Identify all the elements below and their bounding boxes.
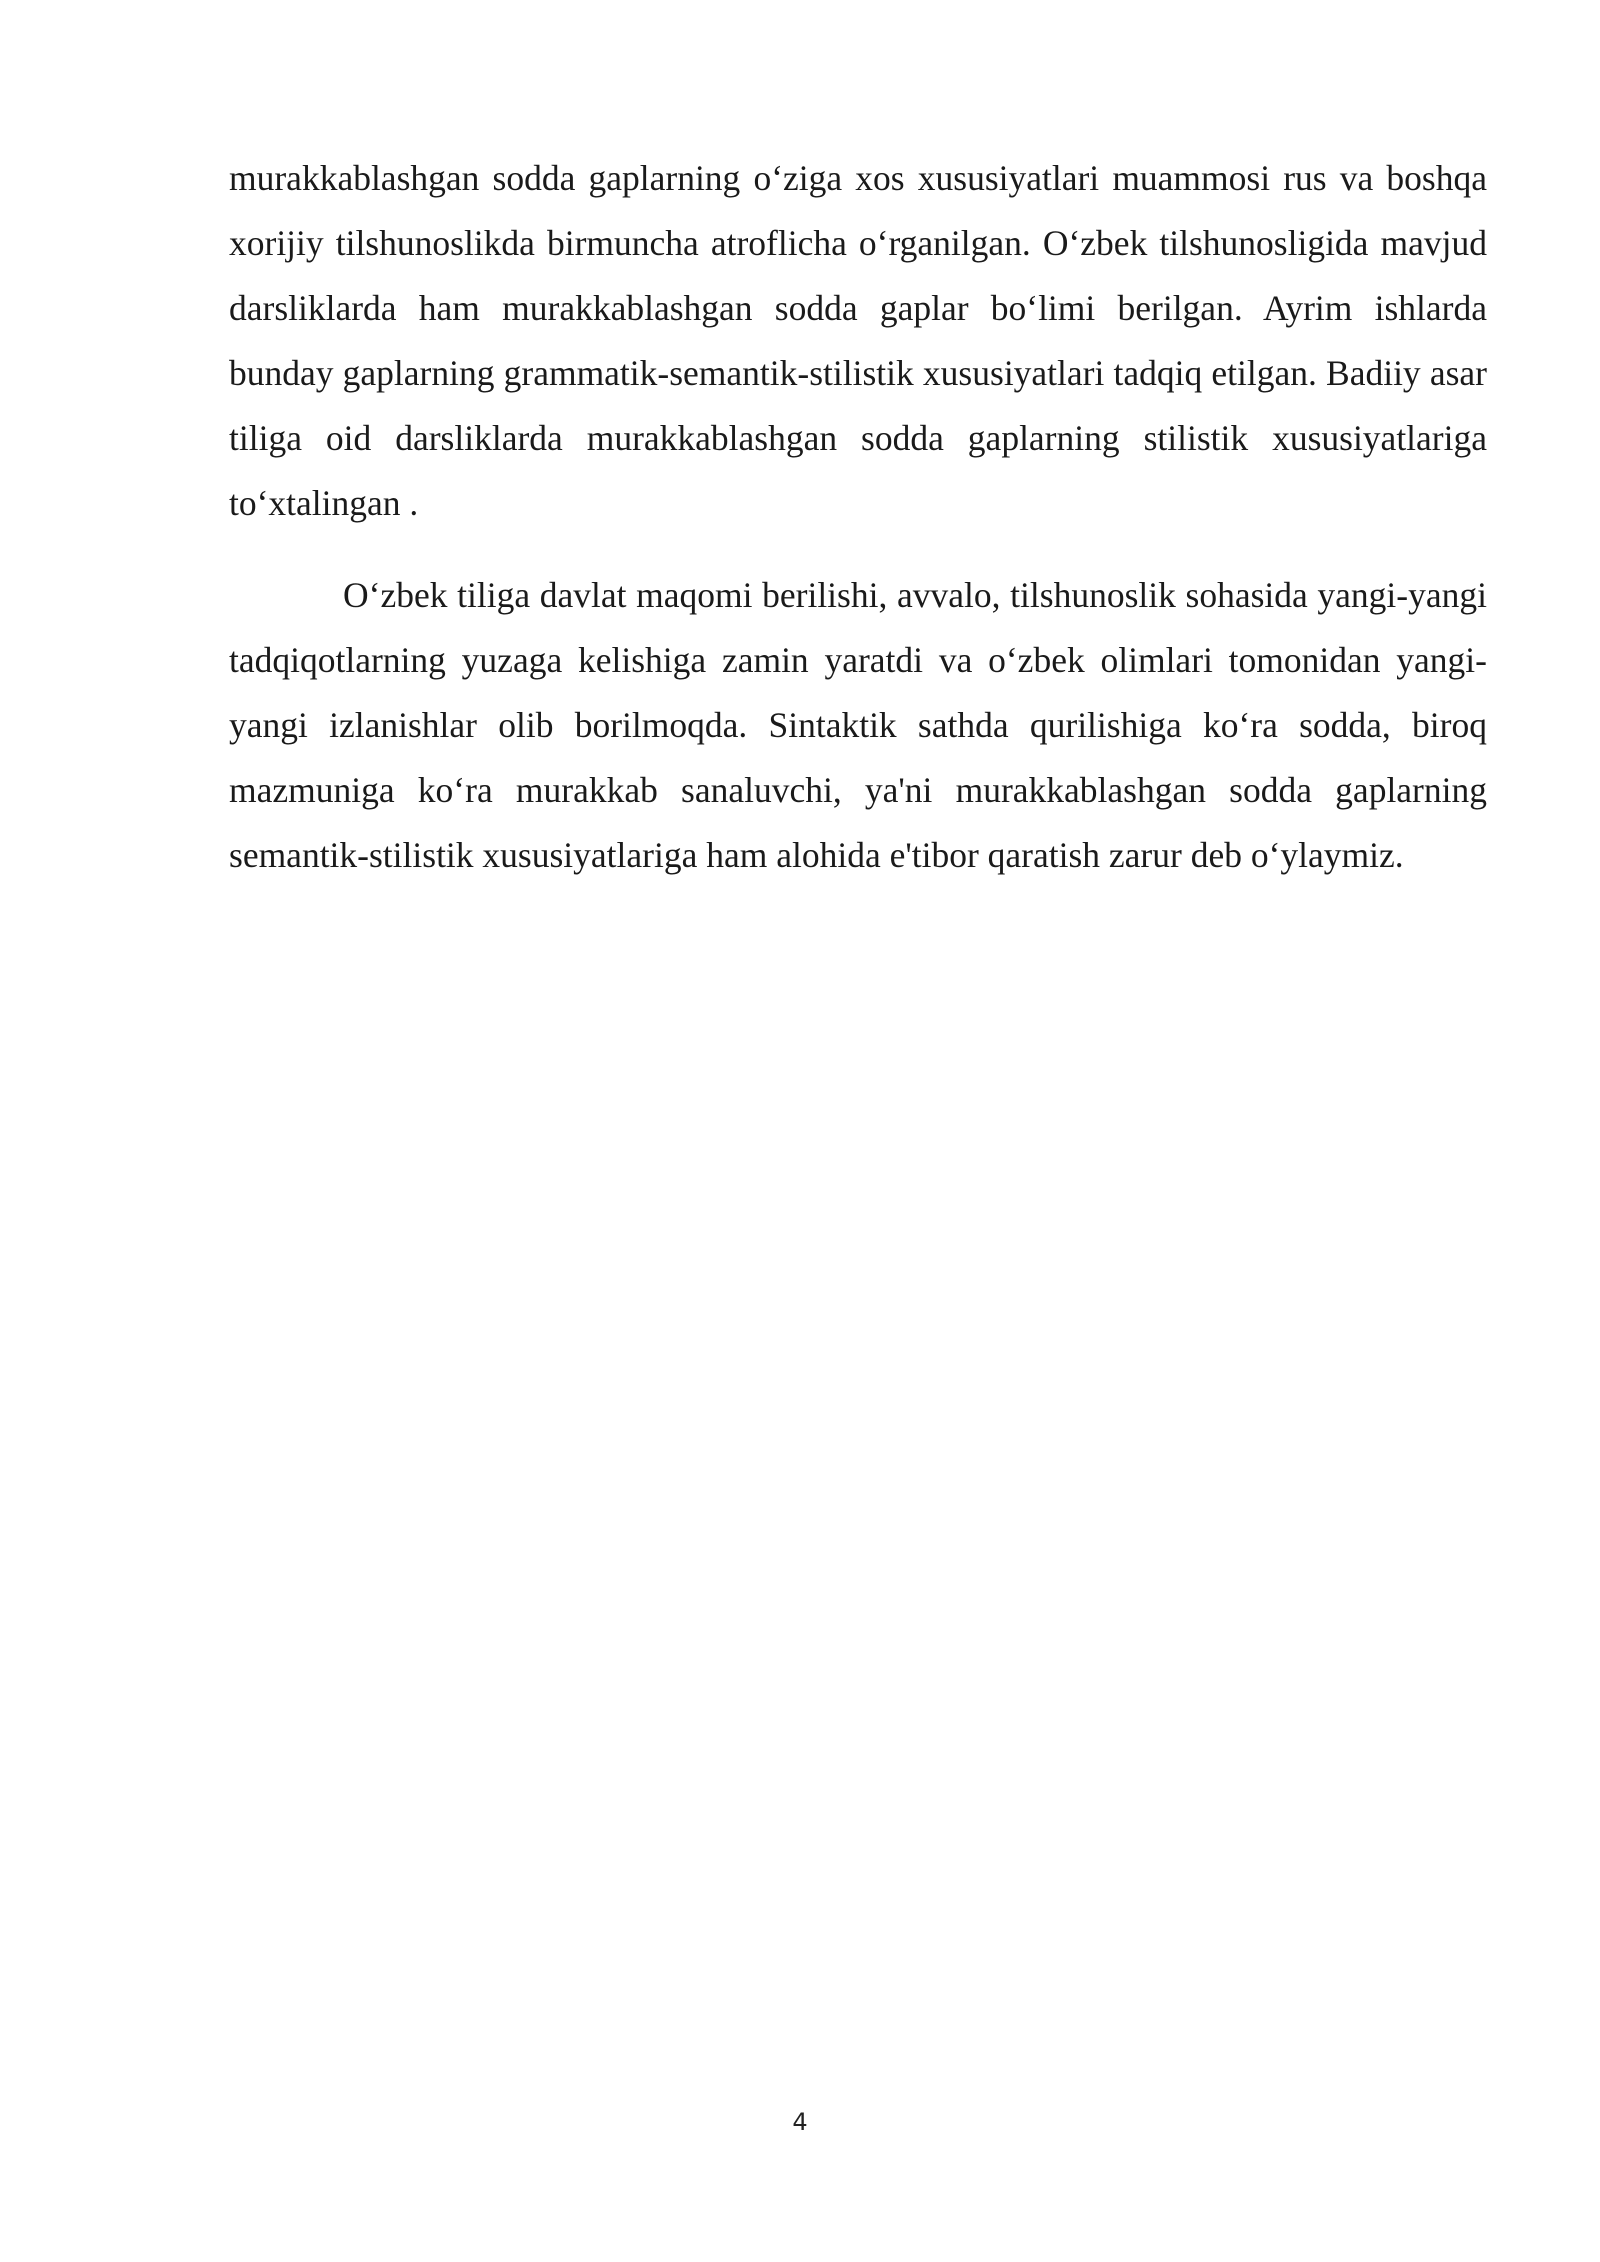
- paragraph-1: murakkablashgan sodda gaplarning o‘ziga xos xususiyatlari muammosi rus va boshqa xorijiy tilshunoslikda birmuncha atroflicha o‘rganilgan. O‘zbek tilshunosligida mavjud darsliklarda ham murakkablashgan sodda gaplar bo‘limi berilgan. Ayrim ishlarda bunday gaplarning grammatik-semantik-stilistik xususiyatlari tadqiq etilgan. Badiiy asar tiliga oid darsliklarda murakkablashgan sodda gaplarning stilistik xususiyatlariga to‘xtalingan .: [229, 158, 1487, 523]
- page-number: 4: [792, 2108, 808, 2136]
- paragraph-2: O‘zbek tiliga davlat maqomi berilishi, avvalo, tilshunoslik sohasida yangi-yangi tadqiqotlarning yuzaga kelishiga zamin yaratdi va o‘zbek olimlari tomonidan yangi-yangi izlanishlar olib borilmoqda. Sintaktik sathda qurilishiga ko‘ra sodda, biroq mazmuniga ko‘ra murakkab sanaluvchi, ya'ni murakkablashgan sodda gaplarning semantik-stilistik xususiyatlariga ham alohida e'tibor qaratish zarur deb o‘ylaymiz.: [229, 575, 1487, 875]
- document-body: [229, 146, 1487, 888]
